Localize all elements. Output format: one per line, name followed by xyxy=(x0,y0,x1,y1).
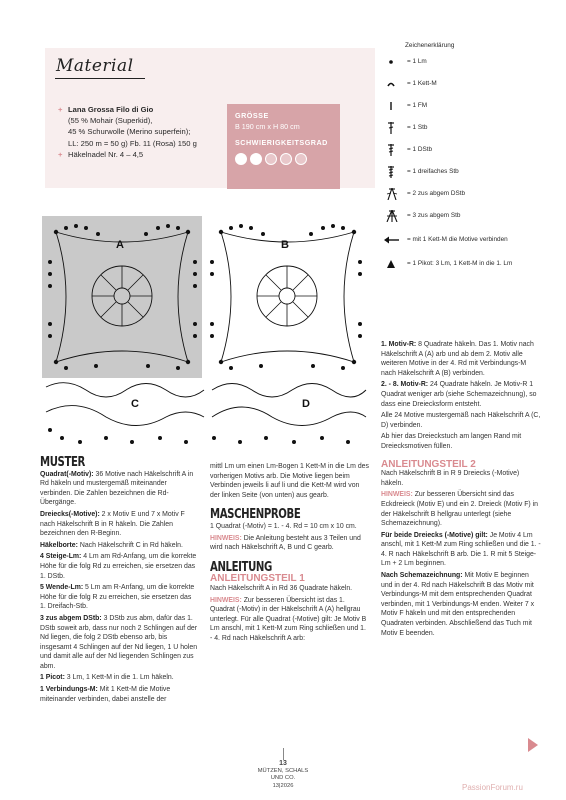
legend-text: = 1 dreifaches Stb xyxy=(407,168,459,175)
magazine-name-2: UND CO. xyxy=(270,775,296,781)
triple-treble-icon xyxy=(383,166,401,178)
connection-text: mittl Lm um einen Lm-Bogen 1 Kett-M in die Lm des vorherigen Motivs arb. Die Motive liegen beim Verbinden jeweils li auf li und die Kett-M wird von der linken Seite (von unten) aus gearb. xyxy=(210,463,369,499)
yarn-detail-3: LL: 250 m = 50 g) Fb. 11 (Rosa) 150 g xyxy=(68,138,197,148)
chart-label-a: A xyxy=(116,239,124,251)
legend-text: = 1 Pikot: 3 Lm, 1 Kett-M in die 1. Lm xyxy=(407,260,513,267)
three-stb-together-icon xyxy=(383,210,401,222)
two-dstb-together-icon xyxy=(383,188,401,200)
part1-hint xyxy=(210,596,370,644)
material-list xyxy=(58,104,228,160)
description: 24 Quadrate häkeln. Je Motiv-R 1 Quadrat weniger arb (siehe Schemazeichnung), so dass eine Dreiecksform entsteht. xyxy=(381,381,537,408)
legend-row xyxy=(383,78,553,90)
difficulty-rating xyxy=(235,153,332,165)
magazine-name-1: MÜTZEN, SCHALS xyxy=(257,767,309,774)
difficulty-dot-icon xyxy=(295,153,307,165)
term: 3 zus abgem DStb: xyxy=(40,614,102,622)
part2-title: ANLEITUNGSTEIL 2 xyxy=(381,458,476,470)
muster-para xyxy=(40,673,198,683)
legend-row xyxy=(383,258,553,270)
size-panel xyxy=(227,104,340,189)
muster-para xyxy=(40,685,198,704)
hint-text: Die Anleitung besteht aus 3 Teilen und wird nach Häkelschrift A, B und C gearb. xyxy=(210,534,361,552)
footer-divider xyxy=(283,748,284,760)
section-heading-maschenprobe: MASCHENPROBE xyxy=(210,507,301,523)
legend-row xyxy=(383,100,553,112)
chart-label-c: C xyxy=(131,398,139,410)
term: 4 Steige-Lm: xyxy=(40,553,82,561)
muster-para xyxy=(40,541,198,551)
term: 1 Picot: xyxy=(40,674,65,682)
term: Häkelborte: xyxy=(40,541,78,549)
picot-triangle-icon xyxy=(383,258,401,270)
issue-number: 13|2026 xyxy=(272,782,294,789)
term: 5 Wende-Lm: xyxy=(40,584,84,592)
part1-text: Nach Häkelschrift A in Rd 36 Quadrate häkeln. xyxy=(210,584,353,592)
difficulty-dot-icon xyxy=(280,153,292,165)
legend-row xyxy=(383,166,553,178)
term: 1 Verbindungs-M: xyxy=(40,686,98,694)
slip-stitch-arc-icon xyxy=(383,78,401,90)
join-arrow-icon xyxy=(383,234,401,246)
hook-size: Häkelnadel Nr. 4 – 4,5 xyxy=(68,149,144,159)
term: Nach Schemazeichnung: xyxy=(381,572,463,580)
part2-text: Nach Häkelschrift B in R 9 Dreiecks (-Motive) häkeln. xyxy=(381,470,520,487)
description: 8 Quadrate häkeln. Das 1. Motiv nach Häkelschrift A (A) arb und ab dem 2. Motiv alle weiteren Motive in der 4. Rd mit Verbindungs-M nach Häkelschrift A (B) verbinden. xyxy=(381,341,534,377)
page-number: 13 xyxy=(279,760,287,767)
material-title: Material xyxy=(56,56,134,76)
gauge-hint xyxy=(210,534,370,553)
difficulty-dot-icon xyxy=(265,153,277,165)
legend-row xyxy=(383,210,553,222)
crochet-chart xyxy=(36,212,371,447)
description: Ab hier das Dreieckstuch am langen Rand mit Dreiecksmotiven füllen. xyxy=(381,433,522,450)
next-page-arrow-icon xyxy=(528,738,538,752)
section-heading-muster: MUSTER xyxy=(40,455,85,470)
part2-hint xyxy=(381,490,541,528)
section-heading-anleitung: ANLEITUNG xyxy=(210,559,272,575)
double-crochet-icon xyxy=(383,122,401,134)
chart-label-b: B xyxy=(281,239,289,251)
column-muster xyxy=(40,455,198,706)
description: 3 Lm, 1 Kett-M in die 1. Lm häkeln. xyxy=(64,674,174,682)
instruction-para xyxy=(381,531,541,569)
column-middle xyxy=(210,462,370,646)
material-item-hook xyxy=(58,149,228,160)
instruction-para xyxy=(381,571,541,638)
description: 3 DStb zus abm, dafür das 1. DStb soweit arb, dass nur noch 2 Schlingen auf der Nd liegen, die folg 2 DStb ebenso arb, bis insgesamt 4 Schlingen auf der Nd liegen, 1 U holen und damit alle auf der Nd liegenden Schlingen zus abm. xyxy=(40,614,198,670)
muster-para xyxy=(40,614,198,672)
material-item-yarn xyxy=(58,104,228,149)
chart-label-d: D xyxy=(302,398,310,410)
term: 1. Motiv-R: xyxy=(381,341,417,348)
legend-text: = 1 Kett-M xyxy=(407,80,437,87)
description: Mit 1 Kett-M die Motive miteinander verbinden, dabei anstelle der xyxy=(40,686,171,703)
size-label: GRÖSSE xyxy=(235,111,269,120)
difficulty-label: SCHWIERIGKEITSGRAD xyxy=(235,138,328,147)
legend-row xyxy=(383,144,553,156)
legend-text: = mit 1 Kett-M die Motive verbinden xyxy=(407,236,508,243)
description: 4 Lm am Rd-Anfang, um die korrekte Höhe für die folg Rd zu erreichen, sie ersetzen das 1. DStb. xyxy=(40,553,197,580)
description: Nach Häkelschrift C in Rd häkeln. xyxy=(77,541,183,549)
hint-text: Zur besseren Übersicht sind das Eckdreieck (Motiv E) und ein 2. Dreieck (Motiv F) in der Häkelschrift B hellgrau unterlegt (siehe Schemazeichnung). xyxy=(381,491,538,528)
instruction-para xyxy=(381,380,541,409)
single-crochet-icon xyxy=(383,100,401,112)
legend-text: = 1 Lm xyxy=(407,58,427,65)
term: Quadrat(-Motiv): xyxy=(40,470,94,478)
watermark: PassionForum.ru xyxy=(462,783,523,792)
gauge-text: 1 Quadrat (-Motiv) = 1. - 4. Rd = 10 cm x 10 cm. xyxy=(210,522,357,530)
page-footer xyxy=(236,760,330,790)
legend-text: = 1 DStb xyxy=(407,146,433,153)
muster-para xyxy=(40,583,198,612)
description: Mit Motiv E beginnen und in der 4. Rd nach Häkelschrift B das Motiv mit Verbindungs-M mit dem entsprechenden Quadrat verbinden, mit 1 Verbindungs-M enden. Weiter 7 x Motiv F häkeln und mit den entsprechenden Quadraten verbinden. Abschließend das Tuch mit Motiv E beenden. xyxy=(381,572,535,637)
legend-text: = 1 FM xyxy=(407,102,428,109)
legend-title: Zeichenerklärung xyxy=(405,42,455,49)
muster-para xyxy=(40,470,198,508)
hint-label: HINWEIS: xyxy=(381,491,413,499)
term: Dreiecks(-Motive): xyxy=(40,510,100,518)
yarn-detail-2: 45 % Schurwolle (Merino superfein); xyxy=(68,127,191,137)
description: Alle 24 Motive mustergemäß nach Häkelschrift A (C, D) verbinden. xyxy=(381,412,541,429)
instruction-para xyxy=(381,411,541,430)
hint-text: Zur besseren Übersicht ist das 1. Quadrat (-Motiv) in der Häkelschrift A (A) hellgrau unterlegt. Für alle Quadrat (-Motive) gilt: Je Motiv B Lm anschl, mit 1 Kett-M zum Ring schließen und 1. - 4. Rd nach Häkelschrift A arb: xyxy=(210,596,367,642)
term: Für beide Dreiecks (-Motive) gilt: xyxy=(381,531,488,539)
size-value: B 190 cm x H 80 cm xyxy=(235,122,300,131)
legend-row xyxy=(383,122,553,134)
chain-stitch-dot-icon xyxy=(383,56,401,68)
muster-para xyxy=(40,552,198,581)
description: 5 Lm am R-Anfang, um die korrekte Höhe für die folg R zu erreichen, sie ersetzen das 1. Dreifach-Stb. xyxy=(40,584,195,611)
bullet-icon: + xyxy=(58,105,63,114)
legend-row xyxy=(383,56,553,68)
description: 36 Motive nach Häkelschrift A in Rd häkeln und mustergemäß miteinander verbinden. Die Zahlen bezeichnen die Rd-Übergänge. xyxy=(40,470,194,507)
muster-para xyxy=(40,510,198,539)
bullet-icon: + xyxy=(58,149,63,159)
hint-label: HINWEIS: xyxy=(210,534,242,542)
description: 2 x Motiv E und 7 x Motiv F nach Häkelschrift B in R häkeln. Die Zahlen bezeichnen den R-Beginn. xyxy=(40,510,185,538)
yarn-name: Lana Grossa Filo di Gio xyxy=(68,105,154,114)
instruction-para xyxy=(381,432,541,451)
description: Je Motiv 4 Lm anschl, mit 1 Kett-M zum Ring schließen und die 1. - 4. R nach Häkelschrift B arb. Die 1. R mit 5 Steige-Lm + 2 Lm beginnen. xyxy=(381,531,541,568)
difficulty-dot-icon xyxy=(235,153,247,165)
hint-label: HINWEIS: xyxy=(210,596,242,604)
title-underline xyxy=(55,78,145,79)
instruction-para xyxy=(381,340,541,378)
part1-title: ANLEITUNGSTEIL 1 xyxy=(210,573,305,585)
legend-text: = 2 zus abgem DStb xyxy=(407,190,466,197)
term: 2. - 8. Motiv-R: xyxy=(381,381,429,389)
legend-text: = 3 zus abgem Stb xyxy=(407,212,461,219)
treble-crochet-icon xyxy=(383,144,401,156)
legend-row xyxy=(383,188,553,200)
yarn-detail-1: (55 % Mohair (Superkid), xyxy=(68,116,153,126)
column-right xyxy=(381,340,541,640)
legend-text: = 1 Stb xyxy=(407,124,428,131)
difficulty-dot-icon xyxy=(250,153,262,165)
legend-row xyxy=(383,234,553,246)
